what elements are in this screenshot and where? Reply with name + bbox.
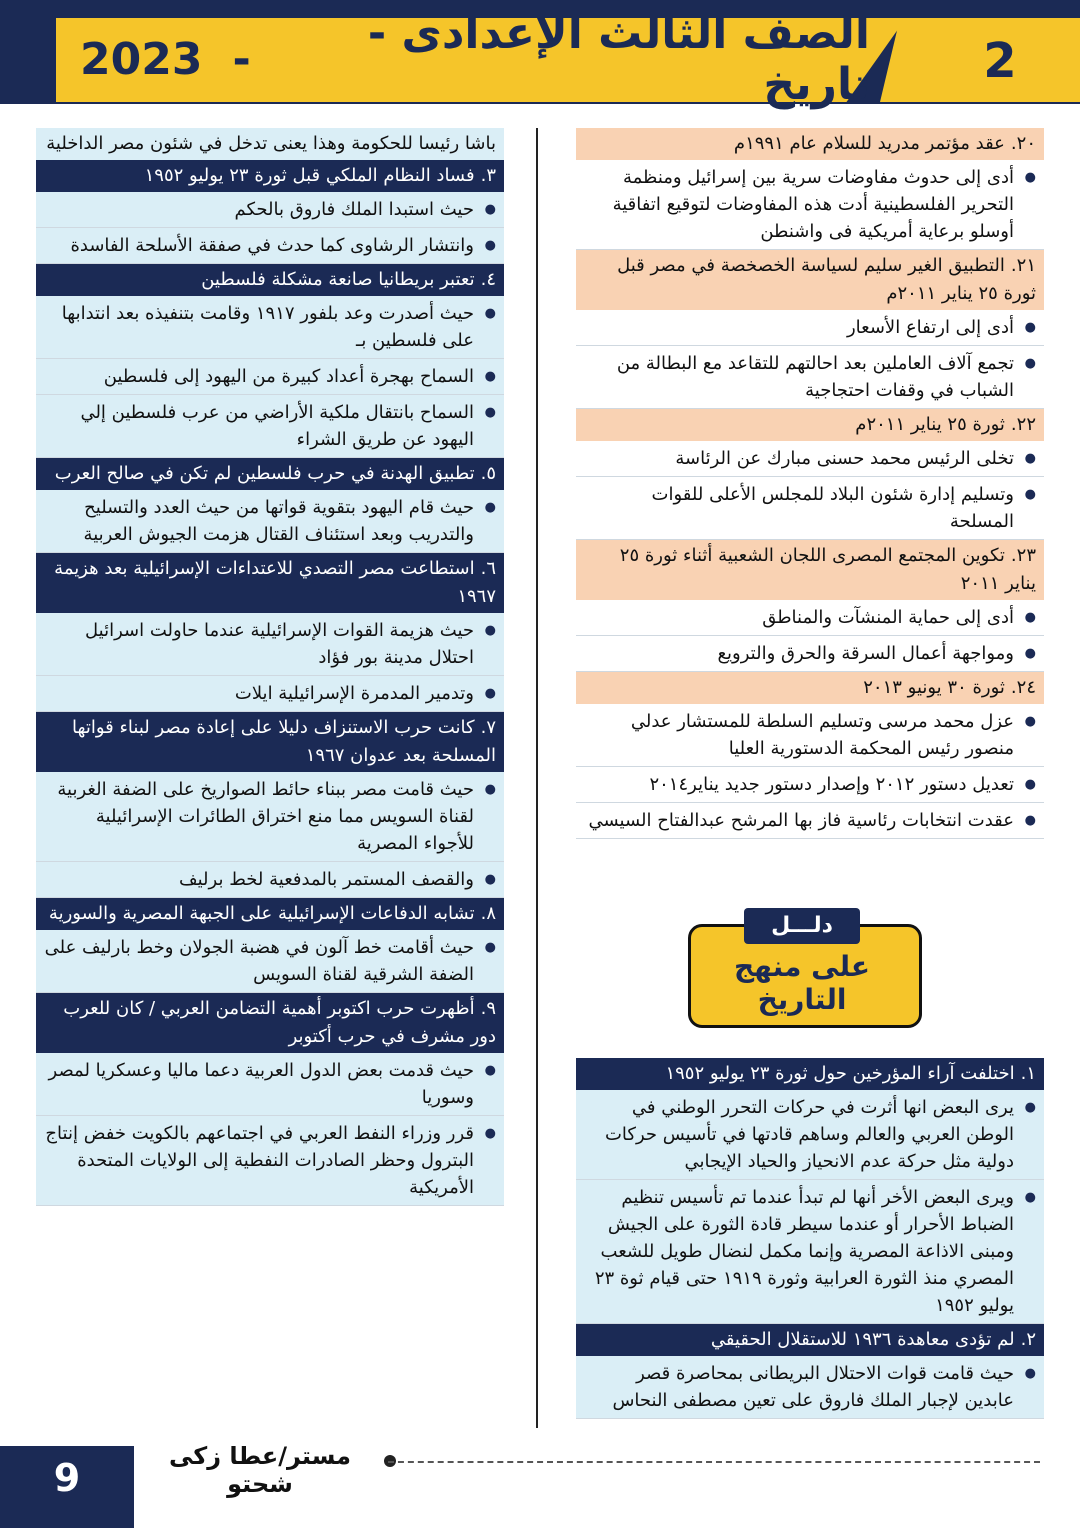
- bullet-item: ● أدى إلى ارتفاع الأسعار: [576, 310, 1044, 346]
- point-heading: ٢١.التطبيق الغير سليم لسياسة الخصخصة في مصر قبل ثورة ٢٥ يناير ٢٠١١م: [576, 250, 1044, 310]
- bullet-item: ● أدى إلى حماية المنشآت والمناطق: [576, 600, 1044, 636]
- bullet-item: ● السماح بهجرة أعداد كبيرة من اليهود إلى فلسطين: [36, 359, 504, 395]
- bullet-item: ● ويرى البعض الأخر أنها لم تبدأ عندما تم تأسيس تنظيم الضباط الأحرار أو عندما سيطر قادة الثورة على الجيش ومبنى الاذاعة المصرية وإنما مكمل لنضال طويل للشعب المصري منذ الثورة العرابية وثورة ١٩١٩ حتى قيام ثوة ٢٣ يوليو ١٩٥٢: [576, 1180, 1044, 1324]
- bullet-item: ● تخلى الرئيس محمد حسنى مبارك عن الرئاسة: [576, 441, 1044, 477]
- point-heading: ٨.تشابه الدفاعات الإسرائيلية على الجبهة المصرية والسورية: [36, 898, 504, 930]
- point-heading: ٤.تعتبر بريطانيا صانعة مشكلة فلسطين: [36, 264, 504, 296]
- bullet-item: ● حيث استبدا الملك فاروق بالحكم: [36, 192, 504, 228]
- bullet-item: ● قرر وزراء النفط العربي في اجتماعهم بالكويت خفض إنتاج البترول وحظر الصادرات النفطية إلى الولايات المتحدة الأمريكية: [36, 1116, 504, 1206]
- point-heading: ٥.تطبيق الهدنة في حرب فلسطين لم تكن في صالح العرب: [36, 458, 504, 490]
- left-column: [36, 128, 504, 1206]
- bullet-item: ● حيث قام اليهود بتقوية قواتها من حيث العدد والتسليح والتدريب وبعد استئناف القتال هزمت الجيوش العربية: [36, 490, 504, 553]
- bullet-item: ● وانتشار الرشاوى كما حدث في صفقة الأسلحة الفاسدة: [36, 228, 504, 264]
- bullet-item: ● السماح بانتقال ملكية الأراضي من عرب فلسطين إلي اليهود عن طريق الشراء: [36, 395, 504, 458]
- bullet-item: ● وتسليم إدارة شئون البلاد للمجلس الأعلى للقوات المسلحة: [576, 477, 1044, 540]
- bullet-item: ● عقدت انتخابات رئاسية فاز بها المرشح عبدالفتاح السيسي: [576, 803, 1044, 839]
- badge-tab: دلـــل: [744, 908, 860, 944]
- point-heading: ٣.فساد النظام الملكي قبل ثورة ٢٣ يوليو ١٩٥٢: [36, 160, 504, 192]
- bullet-item: ● ومواجهة أعمال السرقة والحرق والترويع: [576, 636, 1044, 672]
- point-heading: ١.اختلفت آراء المؤرخين حول ثورة ٢٣ يوليو ١٩٥٢: [576, 1058, 1044, 1090]
- point-heading: ٢٢.ثورة ٢٥ يناير ٢٠١١م: [576, 409, 1044, 441]
- point-heading: ٢.لم تؤدى معاهدة ١٩٣٦ للاستقلال الحقيقي: [576, 1324, 1044, 1356]
- point-heading: ٢٣.تكوين المجتمع المصرى اللجان الشعبية أثناء ثورة ٢٥ يناير ٢٠١١: [576, 540, 1044, 600]
- bullet-item: ● تعديل دستور ٢٠١٢ وإصدار دستور جديد يناير٢٠١٤: [576, 767, 1044, 803]
- bullet-item: ● حيث قامت مصر ببناء حائط الصواريخ على الضفة الغربية لقناة السويس مما منع اختراق الطائرات الإسرائيلية للأجواء المصرية: [36, 772, 504, 862]
- title-dash: -: [232, 33, 251, 85]
- footer-dashed-line: [388, 1461, 1040, 1463]
- column-divider: [536, 128, 538, 1428]
- bullet-item: ● والقصف المستمر بالمدفعية لخط برليف: [36, 862, 504, 898]
- point-heading: ٦.استطاعت مصر التصدي للاعتداءات الإسرائيلية بعد هزيمة ١٩٦٧: [36, 553, 504, 613]
- unit-number: 2: [983, 33, 1017, 89]
- bullet-item: ● حيث أقامت خط آلون في هضبة الجولان وخط بارليف على الضفة الشرقية لقناة السويس: [36, 930, 504, 993]
- bullet-item: ● تجمع آلاف العاملين بعد احالتهم للتقاعد مع البطالة من الشباب في وقفات احتجاجية: [576, 346, 1044, 409]
- point-heading: ٧.كانت حرب الاستنزاف دليلا على إعادة مصر لبناء قواتها المسلحة بعد عدوان ١٩٦٧: [36, 712, 504, 772]
- bullet-item: ● حيث أصدرت وعد بلفور ١٩١٧ وقامت بتنفيذه بعد انتدابها على فلسطين بـ: [36, 296, 504, 359]
- bullet-item: ● يرى البعض انها أثرت في حركات التحرر الوطني في الوطن العربي والعالم وساهم قادتها في تأسيس حركات دولية مثل حركة عدم الانحياز والحياد الإيجابي: [576, 1090, 1044, 1180]
- author-name: مستر/عطا زكى شحتو: [169, 1442, 351, 1498]
- page-number: 9: [0, 1446, 134, 1528]
- bullet-item: ● وتدمير المدمرة الإسرائيلية ايلات: [36, 676, 504, 712]
- bullet-item: ● حيث قامت قوات الاحتلال البريطانى بمحاصرة قصر عابدين لإجبار الملك فاروق على تعين مصطفى النحاس: [576, 1356, 1044, 1419]
- evidence-section: [576, 1058, 1044, 1419]
- point-heading: ٢٠.عقد مؤتمر مدريد للسلام عام ١٩٩١م: [576, 128, 1044, 160]
- bullet-item: ● حيث قدمت بعض الدول العربية دعما ماليا وعسكريا لمصر وسوريا: [36, 1053, 504, 1116]
- bullet-item: ● أدى إلى حدوث مفاوضات سرية بين إسرائيل ومنظمة التحرير الفلسطينية أدت هذه المفاوضات لتوقيع اتفاقية أوسلو برعاية أمريكية فى واشنطن: [576, 160, 1044, 250]
- point-heading: ٢٤.ثورة ٣٠ يونيو ٢٠١٣: [576, 672, 1044, 704]
- badge-text: على منهج التاريخ: [733, 950, 871, 1016]
- right-column: [576, 128, 1044, 839]
- title-year: 2023: [80, 33, 203, 85]
- page-title: الصف الثالث الإعدادى - تاريخ - 2023: [80, 8, 870, 110]
- bullet-item: ● حيث هزيمة القوات الإسرائيلية عندما حاولت اسرائيل احتلال مدينة بور فؤاد: [36, 613, 504, 676]
- continued-text: باشا رئيسا للحكومة وهذا يعنى تدخل في شئون مصر الداخلية: [36, 128, 504, 160]
- bullet-item: ● عزل محمد مرسى وتسليم السلطة للمستشار عدلي منصور رئيس المحكمة الدستورية العليا: [576, 704, 1044, 767]
- point-heading: ٩.أظهرت حرب اكتوبر أهمية التضامن العربي / كان للعرب دور مشرف في حرب أكتوبر: [36, 993, 504, 1053]
